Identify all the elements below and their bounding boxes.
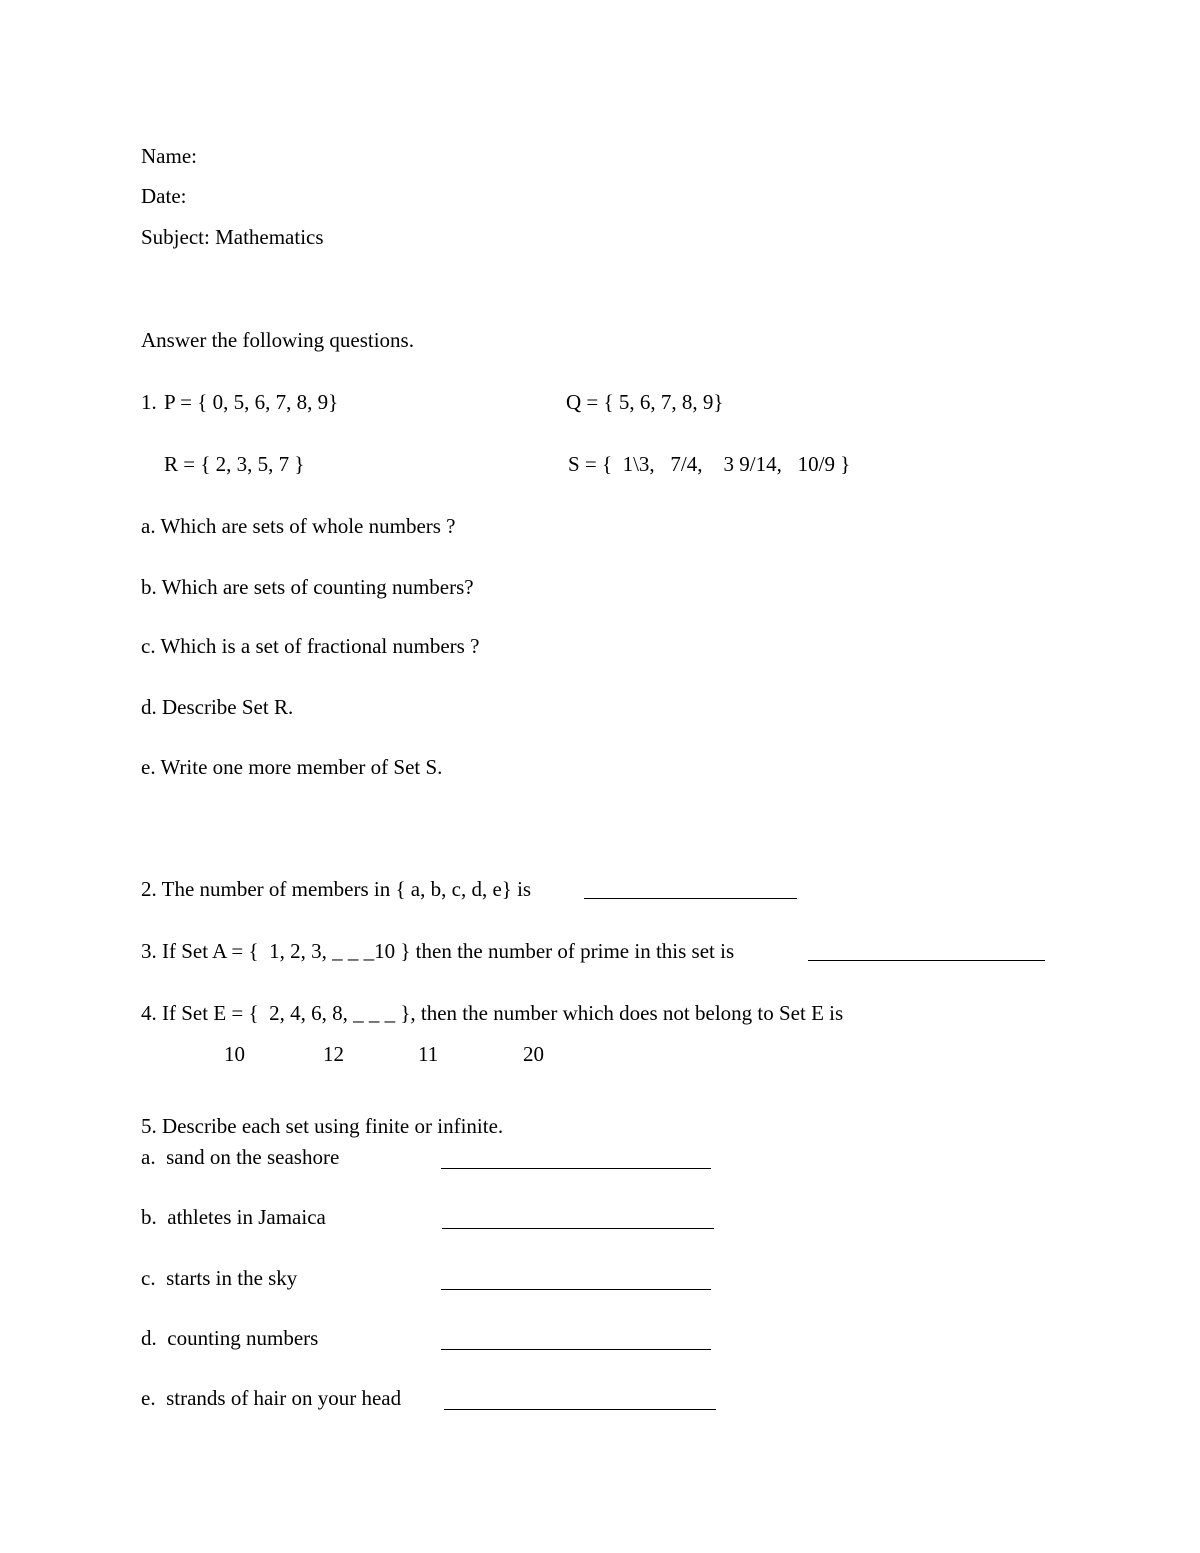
- set-s: S = { 1\3, 7/4, 3 9/14, 10/9 }: [568, 452, 851, 476]
- q1-part-a: a. Which are sets of whole numbers ?: [141, 514, 456, 538]
- q2-answer-blank[interactable]: [584, 898, 797, 899]
- q5-answer-blank-c[interactable]: [441, 1289, 711, 1290]
- q5-answer-blank-a[interactable]: [441, 1168, 711, 1169]
- q1-part-b: b. Which are sets of counting numbers?: [141, 575, 474, 599]
- q5-answer-blank-e[interactable]: [444, 1409, 716, 1410]
- q1-part-d: d. Describe Set R.: [141, 695, 294, 719]
- q3-text: 3. If Set A = { 1, 2, 3, _ _ _10 } then the number of prime in this set is: [141, 939, 735, 963]
- q5-item-c: c. starts in the sky: [141, 1266, 298, 1290]
- subject-label: Subject: Mathematics: [141, 225, 324, 249]
- q5-text: 5. Describe each set using finite or infinite.: [141, 1114, 504, 1138]
- set-r: R = { 2, 3, 5, 7 }: [164, 452, 305, 476]
- q1-number: 1.: [141, 390, 157, 414]
- q4-option-1: 10: [224, 1042, 245, 1066]
- q4-text: 4. If Set E = { 2, 4, 6, 8, _ _ _ }, then the number which does not belong to Set E is: [141, 1001, 844, 1025]
- instructions: Answer the following questions.: [141, 328, 414, 352]
- q4-option-3: 11: [418, 1042, 439, 1066]
- q5-answer-blank-d[interactable]: [441, 1349, 711, 1350]
- q1-part-e: e. Write one more member of Set S.: [141, 755, 443, 779]
- q1-part-c: c. Which is a set of fractional numbers ?: [141, 634, 480, 658]
- q5-item-e: e. strands of hair on your head: [141, 1386, 402, 1410]
- q5-answer-blank-b[interactable]: [442, 1228, 714, 1229]
- q5-item-d: d. counting numbers: [141, 1326, 319, 1350]
- date-label: Date:: [141, 184, 187, 208]
- set-p: P = { 0, 5, 6, 7, 8, 9}: [164, 390, 339, 414]
- q5-item-b: b. athletes in Jamaica: [141, 1205, 326, 1229]
- set-q: Q = { 5, 6, 7, 8, 9}: [566, 390, 724, 414]
- q4-option-2: 12: [323, 1042, 344, 1066]
- q4-option-4: 20: [523, 1042, 544, 1066]
- name-label: Name:: [141, 144, 197, 168]
- q5-item-a: a. sand on the seashore: [141, 1145, 340, 1169]
- q2-text: 2. The number of members in { a, b, c, d, e} is: [141, 877, 532, 901]
- q3-answer-blank[interactable]: [808, 960, 1045, 961]
